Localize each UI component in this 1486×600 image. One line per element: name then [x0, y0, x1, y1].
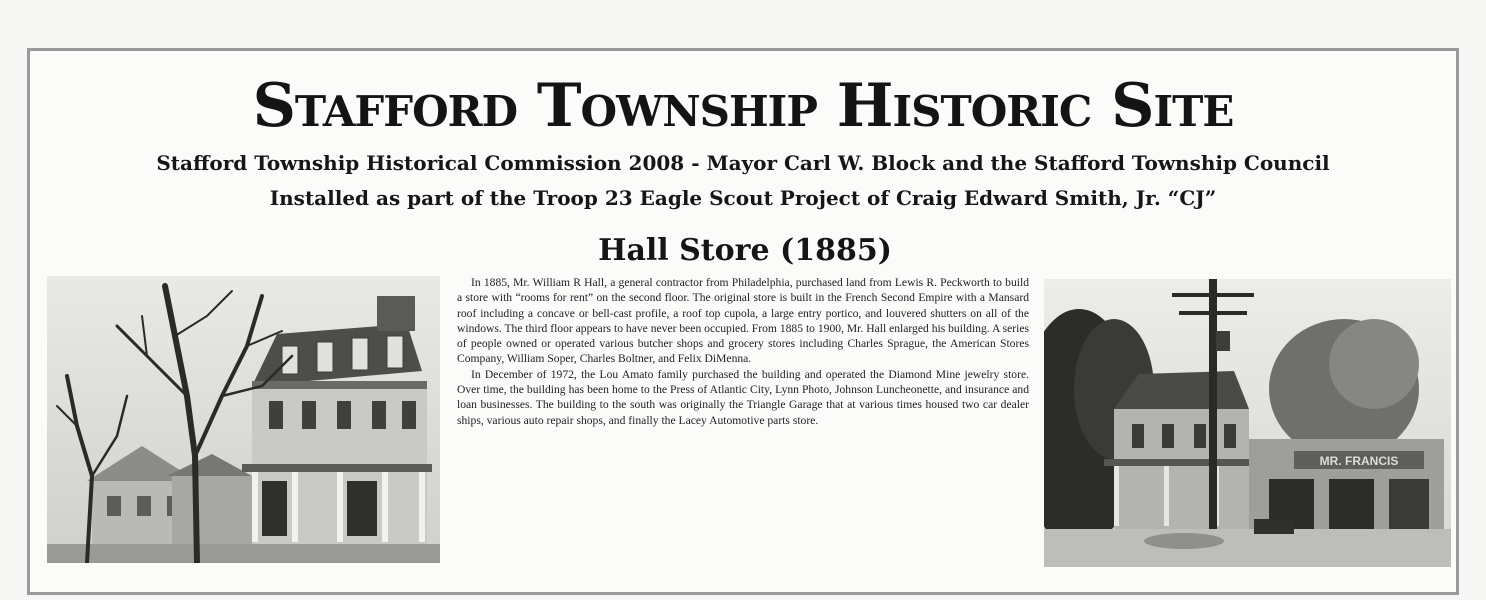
plaque-subtitle-commission: Stafford Township Historical Commission 2008 - Mayor Carl W. Block and the Stafford Township Council — [156, 151, 1330, 175]
hall-store-photo — [47, 276, 440, 563]
garage-sign-text: MR. FRANCIS — [1319, 454, 1399, 468]
plaque-title: Stafford Township Historic Site — [252, 71, 1234, 141]
history-paragraph: In December of 1972, the Lou Amato family purchased the building and operated the Diamond Mine jewelry store. Over time, the building has been home to the Press of Atlantic City, Lynn Photo, Johnson Luncheonette, and insurance and loan businesses. The building to the south was originally the Triangle Garage that at various times housed two car dealer ships, various auto repair shops, and finally the Lacey Automotive parts store. — [457, 367, 1029, 427]
triangle-garage-photo — [1044, 279, 1451, 567]
historic-site-plaque — [27, 48, 1459, 595]
hall-store-photo-image — [47, 276, 440, 563]
triangle-garage-photo-image — [1044, 279, 1451, 567]
history-paragraph: In 1885, Mr. William R Hall, a general contractor from Philadelphia, purchased land from Lewis R. Peckworth to build a store with “rooms for rent” on the second floor. The original store is built in the French Second Empire with a Mansard roof including a concave or bell-cast profile, a roof top cupola, a large entry portico, and louvered shutters on all of the windows. The third floor appears to have never been occupied. From 1885 to 1900, Mr. Hall enlarged his building. A series of people owned or operated various butcher shops and grocery stores including Charles Sprague, the American Stores Company, William Soper, Charles Boltner, and Felix DiMenna. — [457, 276, 1029, 366]
section-heading: Hall Store (1885) — [598, 233, 892, 268]
plaque-subtitle-eagle-scout: Installed as part of the Troop 23 Eagle Scout Project of Craig Edward Smith, Jr. “CJ” — [269, 186, 1217, 210]
history-text — [457, 275, 1029, 428]
